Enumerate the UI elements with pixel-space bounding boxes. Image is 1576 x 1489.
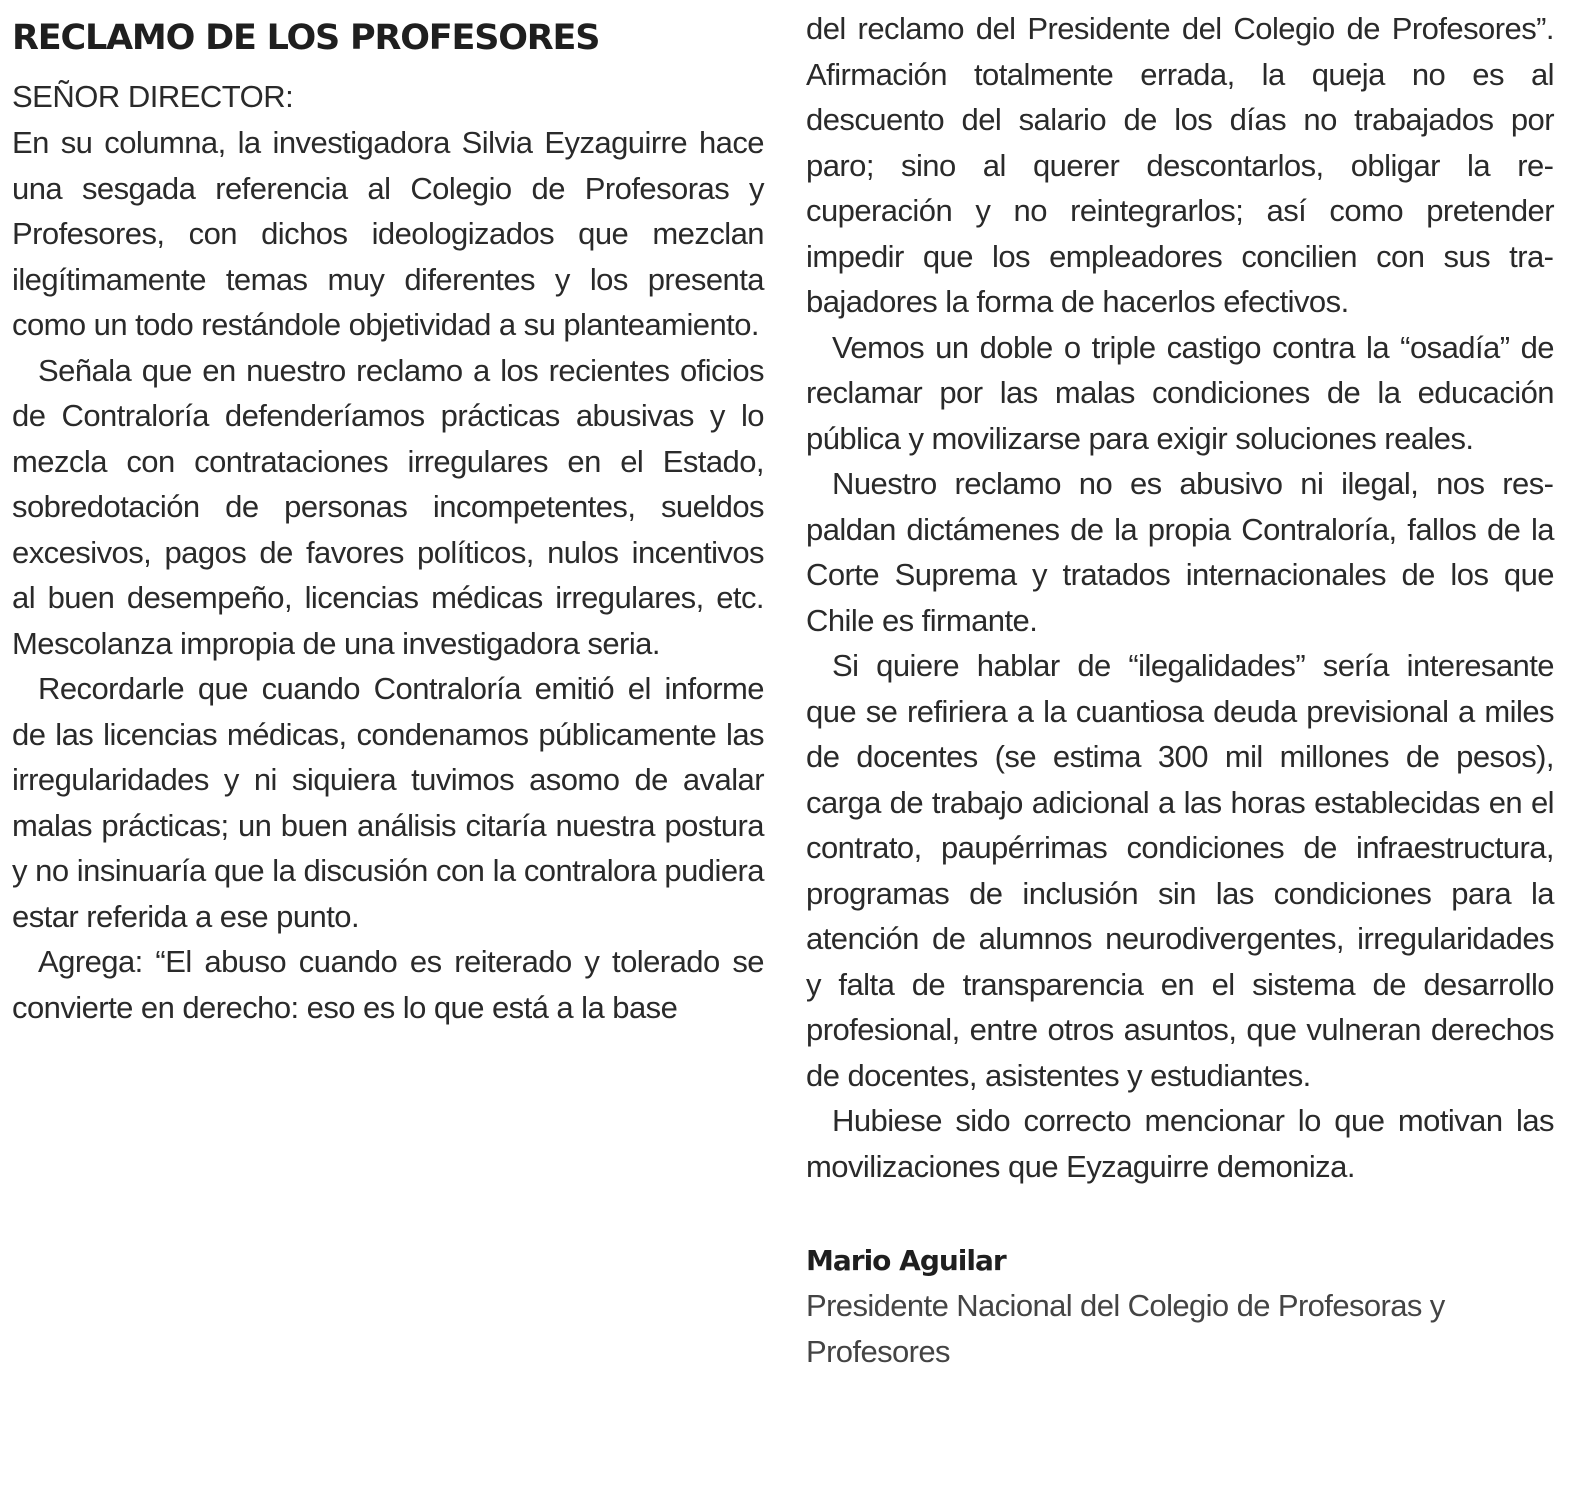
- author-name: Mario Aguilar: [806, 1244, 1006, 1277]
- paragraph: Hubiese sido correcto mencionar lo que motivan las movilizaciones que Eyzaguirre demoniza.: [806, 1103, 1554, 1184]
- paragraph: Señala que en nuestro reclamo a los recientes oficios de Contraloría defenderíamos prácticas abusivas y lo mezcla con contrataciones irregulares en el Estado, sobredotación de personas incompetentes, sueldos excesivos, pagos de favores políticos, nulos incentivos al buen desempeño, licencias médicas irregulares, etc. Mescolanza impropia de una investigadora seria.: [12, 352, 764, 661]
- headline: RECLAMO DE LOS PROFESORES: [12, 18, 600, 58]
- paragraph: Recordarle que cuando Contraloría emitió el informe de las licencias médicas, condenamos públicamente las irregularidades y ni siquiera tuvimos asomo de avalar malas prácticas; un buen análisis citaría nuestra postura y no insinuaría que la discusión con la contralora pudiera estar referida a ese punto.: [12, 671, 764, 934]
- paragraph: En su columna, la investigadora Silvia Eyzaguirre hace una sesgada referencia al Colegio de Profesoras y Profesores, con dichos ideologizados que mezclan ilegítimamente temas muy diferentes y los presenta como un todo restándole objetividad a su planteamiento.: [12, 125, 764, 342]
- paragraph: Vemos un doble o triple castigo contra la “osadía” de reclamar por las malas condiciones de la educación pública y movilizarse para exigir soluciones reales.: [806, 329, 1554, 456]
- left-column: [12, 0, 764, 1030]
- paragraph: Agrega: “El abuso cuando es reiterado y tolerado se convierte en derecho: eso es lo que está a la base: [12, 944, 764, 1025]
- paragraph-continuation: del reclamo del Presidente del Colegio de Profesores”. Afirmación totalmente errada, la queja no es al descuento del salario de los días no trabajados por paro; sino al querer descontarlos, obligar la recuperación y no reintegrarlos; así como pretender impedir que los empleadores concilien con sus trabajadores la forma de hacerlos efectivos.: [806, 11, 1554, 319]
- author-title: Presidente Nacional del Colegio de Profesoras y Profesores: [806, 1288, 1445, 1369]
- paragraph: Nuestro reclamo no es abusivo ni ilegal, nos respaldan dictámenes de la propia Contraloría, fallos de la Corte Suprema y tratados internacionales de los que Chile es firmante.: [806, 466, 1554, 638]
- signature-block: [806, 1239, 1554, 1375]
- salutation: SEÑOR DIRECTOR:: [12, 79, 294, 114]
- paragraph: Si quiere hablar de “ilegalidades” sería interesante que se refiriera a la cuantiosa deuda previsional a miles de docentes (se estima 300 mil millones de pesos), carga de trabajo adicional a las horas establecidas en el contrato, paupérrimas condiciones de infraestructura, programas de inclusión sin las condiciones para la atención de alumnos neurodivergentes, irregularidades y falta de transparencia en el sistema de desarrollo profesional, entre otros asuntos, que vulneran derechos de docentes, asistentes y estudiantes.: [806, 648, 1554, 1093]
- right-column: [806, 0, 1554, 1375]
